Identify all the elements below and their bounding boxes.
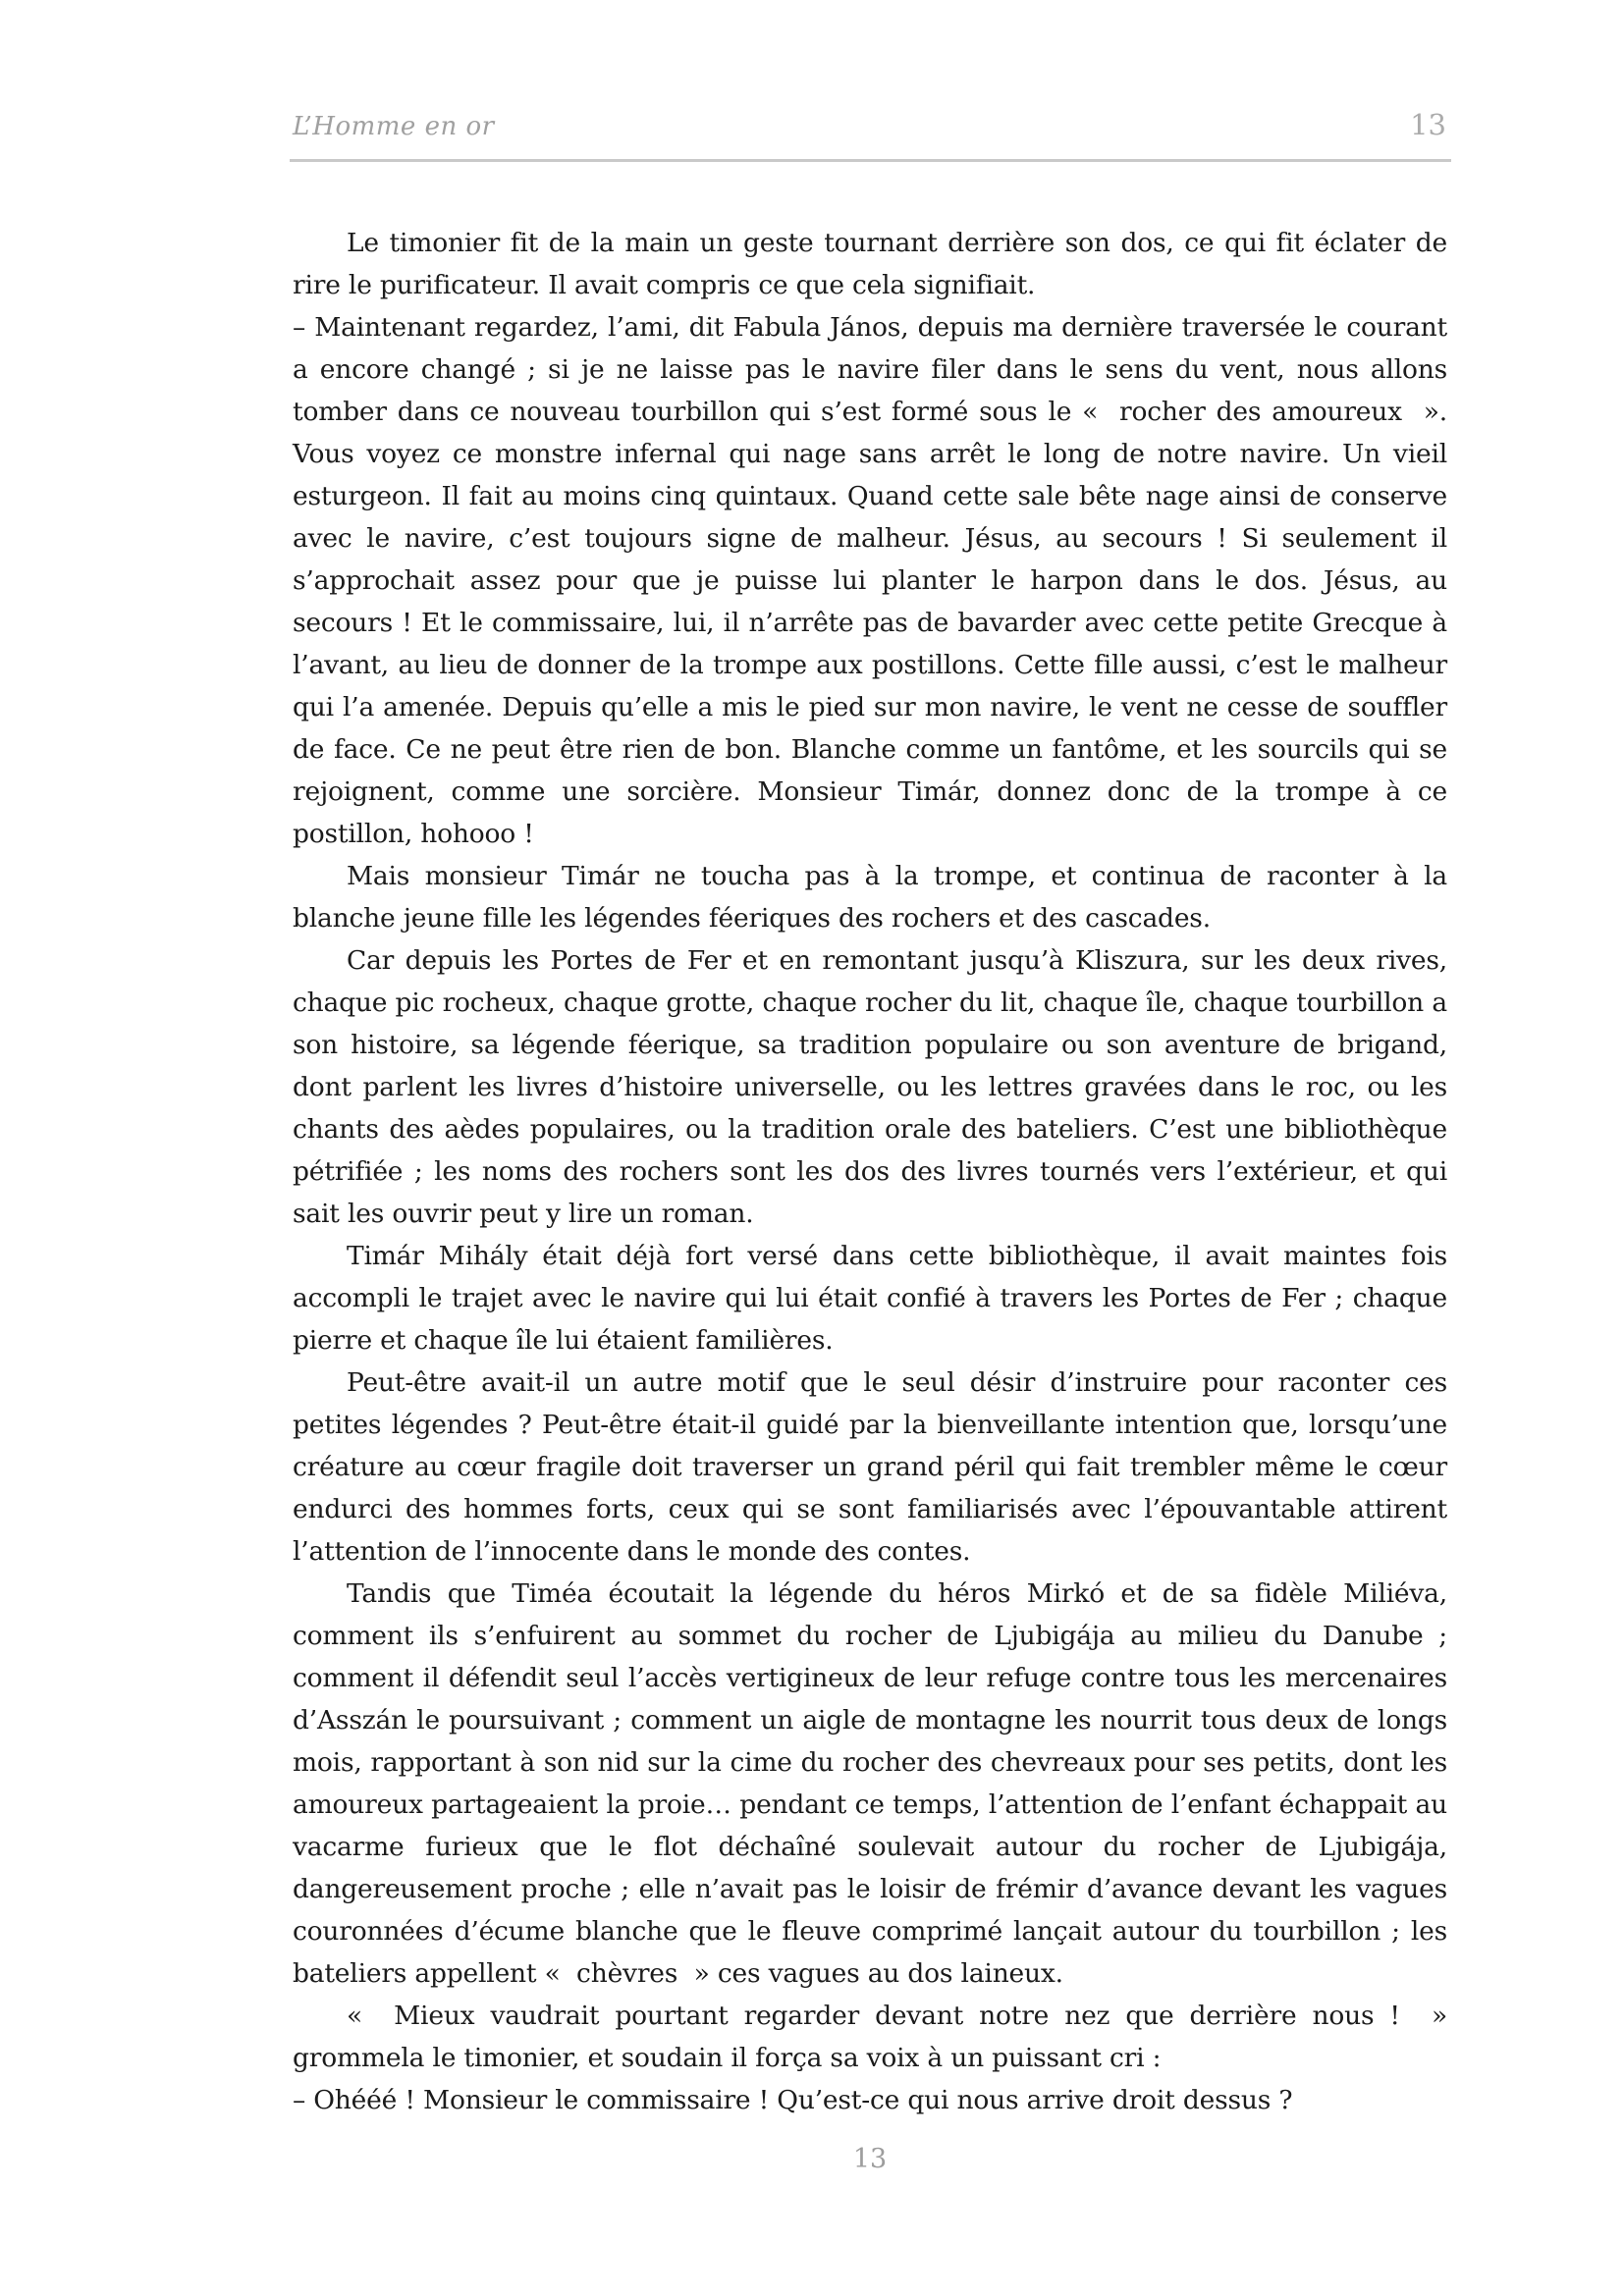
- page-footer: [293, 2144, 1447, 2174]
- header-page-number: 13: [1410, 108, 1446, 141]
- paragraph: – Maintenant regardez, l’ami, dit Fabula János, depuis ma dernière traversée le courant a encore changé ; si je ne laisse pas le navire filer dans le sens du vent, nous allons tomber dans ce nouveau tourbillon qui s’est formé sous le « rocher des amoureux ». Vous voyez ce monstre infernal qui nage sans arrêt le long de notre navire. Un vieil esturgeon. Il fait au moins cinq quintaux. Quand cette sale bête nage ainsi de conserve avec le navire, c’est toujours signe de malheur. Jésus, au secours ! Si seulement il s’approchait assez pour que je puisse lui planter le harpon dans le dos. Jésus, au secours ! Et le commissaire, lui, il n’arrête pas de bavarder avec cette petite Grecque à l’avant, au lieu de donner de la trompe aux postillons. Cette fille aussi, c’est le malheur qui l’a amenée. Depuis qu’elle a mis le pied sur mon navire, le vent ne cesse de souffler de face. Ce ne peut être rien de bon. Blanche comme un fantôme, et les sourcils qui se rejoignent, comme une sorcière. Monsieur Timár, donnez donc de la trompe à ce postillon, hohooo !: [293, 312, 1447, 849]
- header-rule: [290, 159, 1451, 162]
- page-header: [293, 108, 1446, 141]
- paragraph: « Mieux vaudrait pourtant regarder devant notre nez que derrière nous ! » grommela le timonier, et soudain il força sa voix à un puissant cri :: [293, 2001, 1447, 2073]
- paragraph: Car depuis les Portes de Fer et en remontant jusqu’à Kliszura, sur les deux rives, chaque pic rocheux, chaque grotte, chaque rocher du lit, chaque île, chaque tourbillon a son histoire, sa légende féerique, sa tradition populaire ou son aventure de brigand, dont parlent les livres d’histoire universelle, ou les lettres gravées dans le roc, ou les chants des aèdes populaires, ou la tradition orale des bateliers. C’est une bibliothèque pétrifiée ; les noms des rochers sont les dos des livres tournés vers l’extérieur, et qui sait les ouvrir peut y lire un roman.: [293, 945, 1447, 1229]
- paragraph: Tandis que Timéa écoutait la légende du héros Mirkó et de sa fidèle Miliéva, comment ils s’enfuirent au sommet du rocher de Ljubigája au milieu du Danube ; comment il défendit seul l’accès vertigineux de leur refuge contre tous les mercenaires d’Asszán le poursuivant ; comment un aigle de montagne les nourrit tous deux de longs mois, rapportant à son nid sur la cime du rocher des chevreaux pour ses petits, dont les amoureux partageaient la proie… pendant ce temps, l’attention de l’enfant échappait au vacarme furieux que le flot déchaîné soulevait autour du rocher de Ljubigája, dangereusement proche ; elle n’avait pas le loisir de frémir d’avance devant les vagues couronnées d’écume blanche que le fleuve comprimé lançait autour du tourbillon ; les bateliers appellent « chèvres » ces vagues au dos laineux.: [293, 1578, 1447, 1989]
- paragraph: Peut-être avait-il un autre motif que le seul désir d’instruire pour raconter ces petites légendes ? Peut-être était-il guidé par la bienveillante intention que, lorsqu’une créature au cœur fragile doit traverser un grand péril qui fait trembler même le cœur endurci des hommes forts, ceux qui se sont familiarisés avec l’épouvantable attirent l’attention de l’innocente dans le monde des contes.: [293, 1367, 1447, 1567]
- footer-page-number: 13: [852, 2144, 888, 2174]
- page-body: [293, 222, 1447, 2121]
- paragraph: – Ohééé ! Monsieur le commissaire ! Qu’est-ce qui nous arrive droit dessus ?: [293, 2085, 1293, 2115]
- paragraph: Le timonier fit de la main un geste tournant derrière son dos, ce qui fit éclater de rire le purificateur. Il avait compris ce que cela signifiait.: [293, 228, 1447, 300]
- paragraph: Timár Mihály était déjà fort versé dans cette bibliothèque, il avait maintes fois accompli le trajet avec le navire qui lui était confié à travers les Portes de Fer ; chaque pierre et chaque île lui étaient familières.: [293, 1241, 1447, 1356]
- paragraph: Mais monsieur Timár ne toucha pas à la trompe, et continua de raconter à la blanche jeune fille les légendes féeriques des rochers et des cascades.: [293, 861, 1447, 934]
- running-title: L’Homme en or: [293, 112, 495, 141]
